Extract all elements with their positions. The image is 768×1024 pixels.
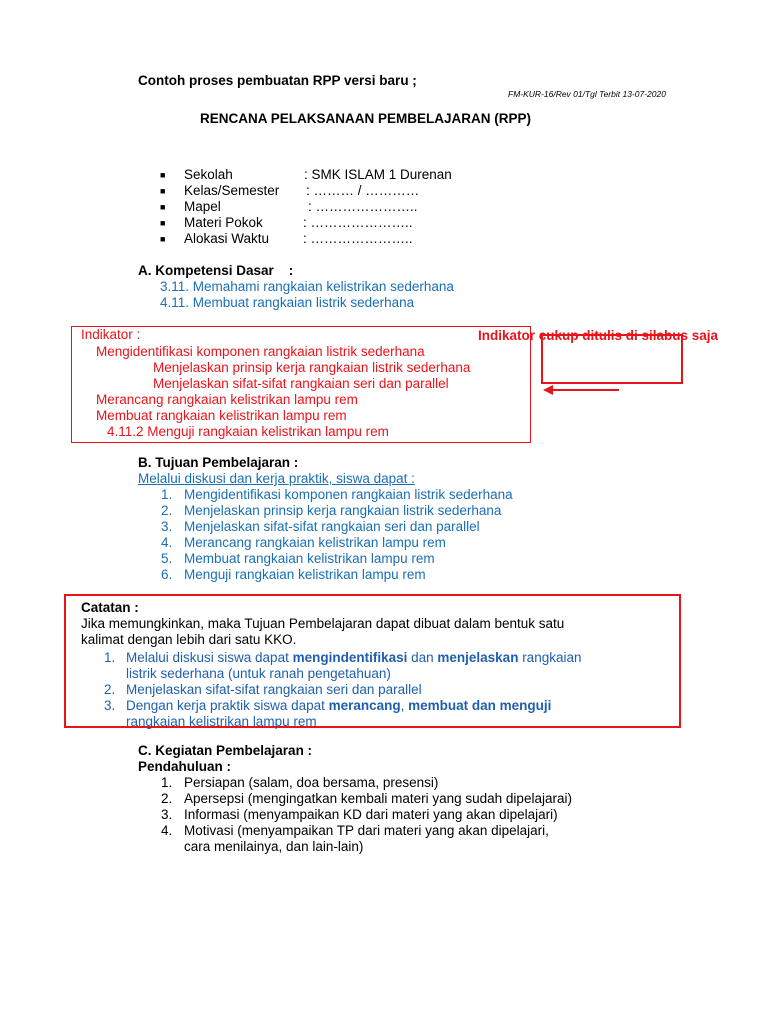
kegiatan-heading: C. Kegiatan Pembelajaran : (138, 743, 313, 758)
identity-label: Sekolah (184, 167, 233, 182)
indikator-label: Indikator : (81, 327, 141, 342)
list-number: 1. (161, 487, 173, 502)
list-number: 2. (161, 503, 173, 518)
list-item: Merancang rangkaian kelistrikan lampu rem (184, 535, 446, 550)
indikator-item: Menjelaskan sifat-sifat rangkaian seri dan parallel (153, 376, 449, 391)
bullet-icon: ■ (160, 234, 166, 244)
list-item: Membuat rangkaian kelistrikan lampu rem (184, 551, 435, 566)
document-code: FM-KUR-16/Rev 01/Tgl Terbit 13-07-2020 (508, 89, 666, 99)
list-number: 4. (161, 535, 173, 550)
bullet-icon: ■ (160, 202, 166, 212)
list-number: 3. (161, 807, 173, 822)
catatan-item-continuation: listrik sederhana (untuk ranah pengetahuan) (126, 666, 391, 681)
catatan-item-keyword: menjelaskan (437, 650, 519, 665)
catatan-item-text: Dengan kerja praktik siswa dapat (126, 698, 329, 713)
catatan-item-keyword: merancang (328, 698, 401, 713)
catatan-item (126, 698, 551, 714)
list-item: Menjelaskan sifat-sifat rangkaian seri dan parallel (184, 519, 480, 534)
catatan-text: kalimat dengan lebih dari satu KKO. (81, 632, 297, 647)
catatan-item-text: Melalui diskusi siswa dapat (126, 650, 293, 665)
kegiatan-subheading: Pendahuluan : (138, 759, 232, 774)
identity-value: : ………………….. (303, 231, 413, 246)
identity-value: : ………………….. (308, 199, 418, 214)
indikator-item: Mengidentifikasi komponen rangkaian listrik sederhana (96, 344, 425, 359)
list-item: Menguji rangkaian kelistrikan lampu rem (184, 567, 426, 582)
catatan-heading: Catatan : (81, 600, 139, 615)
list-number: 6. (161, 567, 173, 582)
tujuan-heading: B. Tujuan Pembelajaran : (138, 455, 299, 470)
tujuan-intro: Melalui diskusi dan kerja praktik, siswa dapat : (138, 471, 415, 486)
bullet-icon: ■ (160, 186, 166, 196)
kompetensi-item: 3.11. Memahami rangkaian kelistrikan sederhana (160, 279, 454, 294)
catatan-item-keyword: mengindentifikasi (292, 650, 408, 665)
kompetensi-heading: A. Kompetensi Dasar : (138, 263, 294, 278)
indikator-item: Menjelaskan prinsip kerja rangkaian listrik sederhana (153, 360, 471, 375)
bullet-icon: ■ (160, 218, 166, 228)
list-item: Motivasi (menyampaikan TP dari materi yang akan dipelajari, (184, 823, 549, 838)
identity-label: Kelas/Semester (184, 183, 280, 198)
indikator-item: 4.11.2 Menguji rangkaian kelistrikan lampu rem (107, 424, 389, 439)
list-number: 3. (104, 698, 116, 713)
catatan-item-continuation: rangkaian kelistrikan lampu rem (126, 714, 317, 729)
annotation-note: Indikator cukup ditulis di silabus saja (478, 328, 719, 343)
list-item-continuation: cara menilainya, dan lain-lain) (184, 839, 364, 854)
list-number: 2. (104, 682, 116, 697)
catatan-item: Menjelaskan sifat-sifat rangkaian seri dan parallel (126, 682, 422, 697)
catatan-item-text: , (400, 698, 409, 713)
identity-value: : SMK ISLAM 1 Durenan (304, 167, 452, 182)
list-number: 2. (161, 791, 173, 806)
document-intro: Contoh proses pembuatan RPP versi baru ; (138, 73, 417, 88)
list-number: 1. (104, 650, 116, 665)
list-number: 5. (161, 551, 173, 566)
identity-value: : ………………….. (303, 215, 413, 230)
indikator-item: Membuat rangkaian kelistrikan lampu rem (96, 408, 347, 423)
list-number: 1. (161, 775, 173, 790)
bullet-icon: ■ (160, 170, 166, 180)
indikator-item: Merancang rangkaian kelistrikan lampu rem (96, 392, 358, 407)
identity-value: : ……… / ………… (306, 183, 420, 198)
catatan-item (126, 650, 581, 666)
document-title: RENCANA PELAKSANAAN PEMBELAJARAN (RPP) (200, 111, 532, 126)
arrow-left-icon (541, 383, 621, 397)
list-number: 3. (161, 519, 173, 534)
list-item: Apersepsi (mengingatkan kembali materi yang sudah dipelajarai) (184, 791, 572, 806)
kompetensi-item: 4.11. Membuat rangkaian listrik sederhana (160, 295, 415, 310)
catatan-item-text: rangkaian (518, 650, 582, 665)
list-item: Menjelaskan prinsip kerja rangkaian listrik sederhana (184, 503, 502, 518)
list-item: Persiapan (salam, doa bersama, presensi) (184, 775, 439, 790)
list-item: Informasi (menyampaikan KD dari materi yang akan dipelajari) (184, 807, 558, 822)
identity-label: Mapel (184, 199, 221, 214)
catatan-text: Jika memungkinkan, maka Tujuan Pembelajaran dapat dibuat dalam bentuk satu (81, 616, 565, 631)
identity-label: Alokasi Waktu (184, 231, 270, 246)
list-item: Mengidentifikasi komponen rangkaian listrik sederhana (184, 487, 513, 502)
identity-label: Materi Pokok (184, 215, 263, 230)
catatan-item-text: dan (407, 650, 438, 665)
list-number: 4. (161, 823, 173, 838)
catatan-item-keyword: membuat dan menguji (408, 698, 552, 713)
